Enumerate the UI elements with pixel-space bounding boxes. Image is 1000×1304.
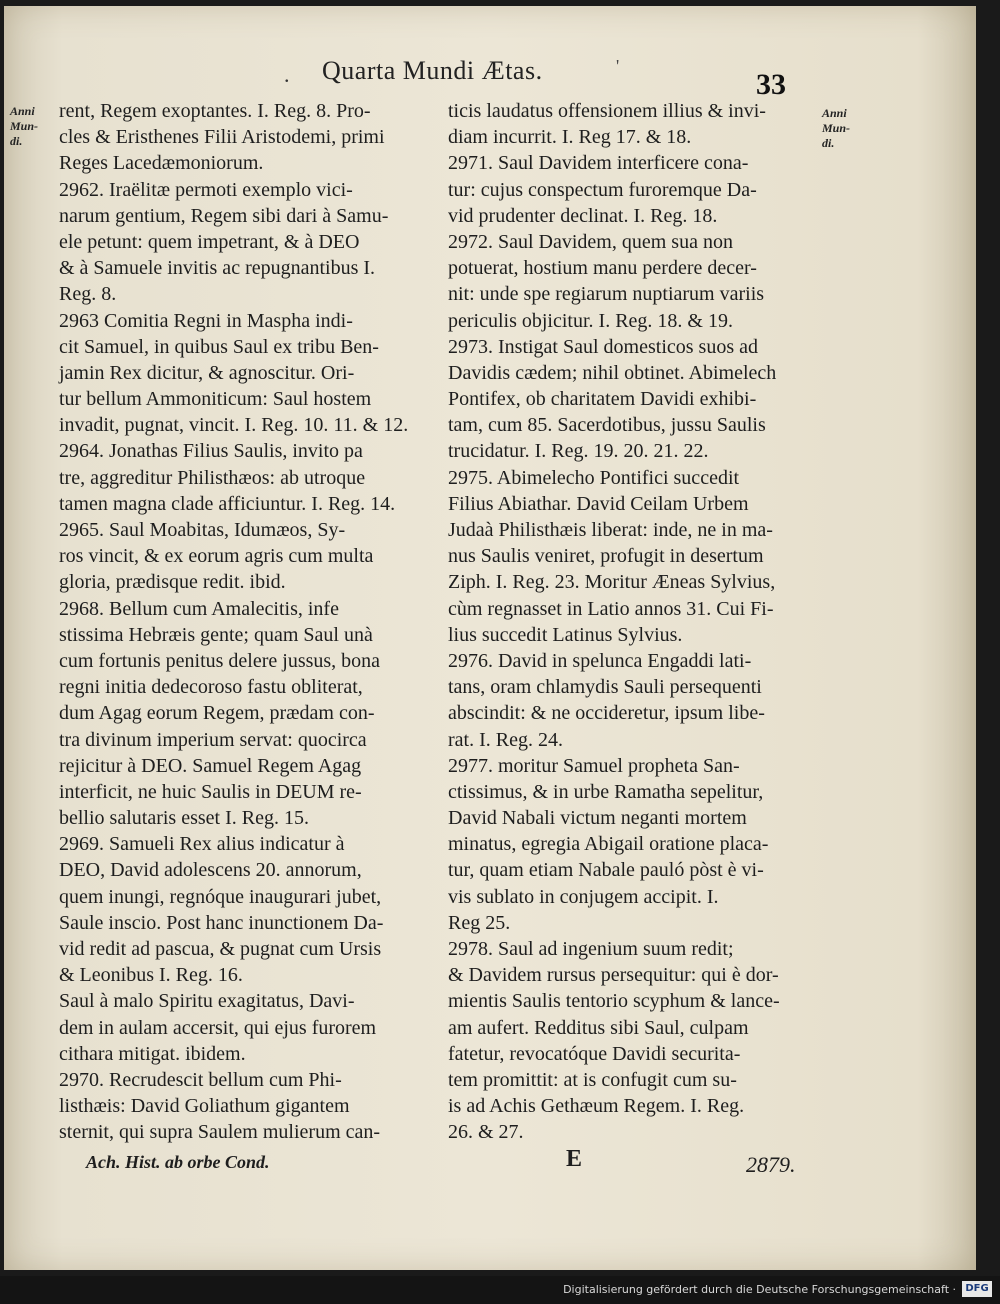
text-line: 2977. moritur Samuel propheta San-	[448, 754, 740, 777]
text-line: abscindit: & ne occideretur, ipsum libe-	[448, 702, 765, 725]
digitization-credit-bar	[0, 1276, 1000, 1304]
text-line: tur bellum Ammoniticum: Saul hostem	[59, 388, 372, 411]
text-line: 2965. Saul Moabitas, Idumæos, Sy-	[59, 519, 346, 541]
text-line: dem in aulam accersit, qui ejus furorem	[59, 1016, 377, 1039]
text-line: am aufert. Redditus sibi Saul, culpam	[448, 1016, 749, 1039]
dfg-credit-text: Digitalisierung gefördert durch die Deutsche Forschungsgemeinschaft ·	[563, 1283, 956, 1296]
text-line: sternit, qui supra Saulem mulierum can-	[59, 1121, 381, 1144]
text-line: ctissimus, & in urbe Ramatha sepelitur,	[448, 780, 764, 803]
text-line: stissima Hebræis gente; quam Saul unà	[59, 623, 373, 646]
text-line: tem promittit: at is confugit cum su-	[448, 1068, 737, 1091]
text-line: narum gentium, Regem sibi dari à Samu-	[59, 204, 389, 227]
text-line: 2968. Bellum cum Amalecitis, infe	[59, 597, 339, 620]
footer-running-note: Ach. Hist. ab orbe Cond.	[86, 1152, 270, 1172]
text-line: listhæis: David Goliathum gigantem	[59, 1095, 350, 1118]
text-line: Judaà Philisthæis liberat: inde, ne in ma-	[448, 519, 773, 541]
text-line: & à Samuele invitis ac repugnantibus I.	[59, 257, 376, 280]
text-line: is ad Achis Gethæum Regem. I. Reg.	[448, 1095, 745, 1118]
text-line: bellio salutaris esset I. Reg. 15.	[59, 807, 309, 830]
text-line: 2962. Iraëlitæ permoti exemplo vici-	[59, 178, 353, 201]
text-line: nit: unde spe regiarum nuptiarum variis	[448, 283, 765, 306]
page-number: 33	[756, 68, 786, 101]
text-line: invadit, pugnat, vincit. I. Reg. 10. 11. & 12.	[59, 414, 409, 437]
text-line: diam incurrit. I. Reg 17. & 18.	[448, 126, 692, 149]
text-line: 2972. Saul Davidem, quem sua non	[448, 230, 733, 253]
text-line: interficit, ne huic Saulis in DEUM re-	[59, 780, 362, 803]
text-line: cit Samuel, in quibus Saul ex tribu Ben-	[59, 335, 379, 358]
text-line: 2963 Comitia Regni in Maspha indi-	[59, 309, 353, 332]
margin-note-line: Mun-	[10, 119, 39, 133]
text-line: Pontifex, ob charitatem Davidi exhibi-	[448, 388, 757, 411]
margin-note-line: di.	[10, 134, 23, 148]
text-line: tur, quam etiam Nabale pauló pòst è vi-	[448, 859, 764, 882]
text-line: cum fortunis penitus delere jussus, bona	[59, 649, 381, 672]
text-line: rejicitur à DEO. Samuel Regem Agag	[59, 754, 362, 777]
text-line: vid redit ad pascua, & pugnat cum Ursis	[59, 938, 382, 960]
text-line: Ziph. I. Reg. 23. Moritur Æneas Sylvius,	[448, 571, 776, 594]
text-line: rent, Regem exoptantes. I. Reg. 8. Pro-	[59, 100, 371, 122]
text-line: tans, oram chlamydis Sauli persequenti	[448, 676, 762, 699]
header-mark: .	[284, 62, 290, 87]
text-line: Filius Abiathar. David Ceilam Urbem	[448, 492, 749, 515]
text-line: tra divinum imperium servat: quocirca	[59, 728, 367, 751]
text-line: tamen magna clade afficiuntur. I. Reg. 14.	[59, 492, 396, 515]
margin-note-line: di.	[822, 136, 835, 150]
right-column-text	[448, 98, 798, 1146]
text-line: Saul à malo Spiritu exagitatus, Davi-	[59, 990, 355, 1013]
text-line: quem inungi, regnóque inaugurari jubet,	[59, 885, 382, 908]
text-line: vid prudenter declinat. I. Reg. 18.	[448, 204, 718, 227]
text-line: dum Agag eorum Regem, prædam con-	[59, 702, 375, 725]
text-line: potuerat, hostium manu perdere decer-	[448, 257, 757, 280]
book-page	[4, 6, 976, 1270]
dfg-logo-icon[interactable]: DFG	[962, 1281, 992, 1297]
text-line: vis sublato in conjugem accipit. I.	[448, 885, 719, 908]
text-line: David Nabali victum neganti mortem	[448, 807, 747, 830]
text-line: rat. I. Reg. 24.	[448, 728, 563, 751]
margin-note-left	[10, 104, 54, 149]
text-line: ros vincit, & ex eorum agris cum multa	[59, 545, 374, 568]
text-line: 2969. Samueli Rex alius indicatur à	[59, 833, 345, 856]
header-tick: '	[616, 56, 620, 76]
text-line: 2964. Jonathas Filius Saulis, invito pa	[59, 440, 363, 463]
text-line: Saule inscio. Post hanc inunctionem Da-	[59, 911, 384, 934]
text-line: DEO, David adolescens 20. annorum,	[59, 859, 362, 882]
text-line: 2971. Saul Davidem interficere cona-	[448, 152, 749, 175]
text-line: cles & Eristhenes Filii Aristodemi, primi	[59, 126, 385, 149]
text-line: 2976. David in spelunca Engaddi lati-	[448, 649, 752, 672]
text-line: & Leonibus I. Reg. 16.	[59, 964, 243, 987]
text-line: nus Saulis veniret, profugit in desertum	[448, 545, 764, 568]
running-title: Quarta Mundi Ætas.	[322, 56, 543, 85]
text-line: lius succedit Latinus Sylvius.	[448, 623, 683, 646]
text-line: 2973. Instigat Saul domesticos suos ad	[448, 335, 758, 358]
text-line: gloria, prædisque redit. ibid.	[59, 571, 286, 594]
text-line: 26. & 27.	[448, 1121, 524, 1144]
text-line: trucidatur. I. Reg. 19. 20. 21. 22.	[448, 440, 709, 463]
margin-note-line: Mun-	[822, 121, 851, 135]
text-line: & Davidem rursus persequitur: qui è dor-	[448, 964, 779, 987]
catchword: 2879.	[746, 1152, 796, 1177]
left-column-text	[59, 98, 425, 1146]
text-line: tre, aggreditur Philisthæos: ab utroque	[59, 466, 366, 489]
text-line: regni initia dedecoroso fastu obliterat,	[59, 676, 363, 699]
text-line: tur: cujus conspectum furoremque Da-	[448, 178, 757, 201]
text-line: Reges Lacedæmoniorum.	[59, 152, 264, 175]
text-line: Reg 25.	[448, 911, 511, 934]
text-line: 2978. Saul ad ingenium suum redit;	[448, 938, 734, 960]
text-line: Reg. 8.	[59, 283, 117, 306]
margin-note-line: Anni	[822, 106, 847, 120]
text-line: Davidis cædem; nihil obtinet. Abimelech	[448, 361, 777, 384]
margin-note-line: Anni	[10, 104, 35, 118]
text-line: periculis objicitur. I. Reg. 18. & 19.	[448, 309, 733, 332]
text-line: ele petunt: quem impetrant, & à DEO	[59, 230, 360, 253]
text-line: cithara mitigat. ibidem.	[59, 1042, 246, 1065]
text-line: cùm regnasset in Latio annos 31. Cui Fi-	[448, 597, 774, 620]
text-line: minatus, egregia Abigail oratione placa-	[448, 833, 769, 856]
text-line: fatetur, revocatóque Davidi securita-	[448, 1042, 741, 1065]
text-line: ticis laudatus offensionem illius & invi-	[448, 100, 766, 122]
signature-mark: E	[566, 1146, 583, 1172]
text-line: jamin Rex dicitur, & agnoscitur. Ori-	[59, 361, 355, 384]
text-line: 2975. Abimelecho Pontifici succedit	[448, 466, 740, 489]
text-line: tam, cum 85. Sacerdotibus, jussu Saulis	[448, 414, 766, 437]
text-line: mientis Saulis tentorio scyphum & lance-	[448, 990, 780, 1013]
text-line: 2970. Recrudescit bellum cum Phi-	[59, 1068, 342, 1091]
margin-note-right	[822, 106, 872, 151]
